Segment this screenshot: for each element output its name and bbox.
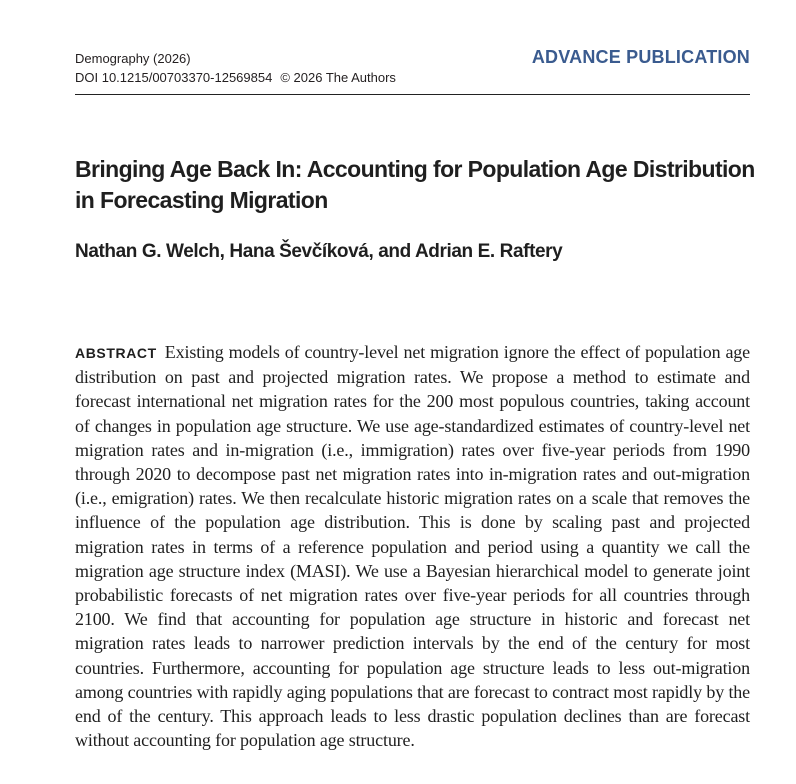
publication-status: ADVANCE PUBLICATION — [531, 47, 750, 67]
abstract-label: ABSTRACT — [75, 345, 157, 361]
copyright-notice: © 2026 The Authors — [280, 70, 396, 85]
article-title: Bringing Age Back In: Accounting for Population Age Distribution in Forecasting Migration — [75, 156, 755, 213]
journal-citation: Demography (2026) — [75, 51, 191, 66]
abstract-text: Existing models of country-level net migration ignore the effect of population age distribution on past and projected migration rates. We propose a method to estimate and forecast international net migration rates for the 200 most populous countries, taking account of changes in population age structure. We use age-standardized estimates of country-level net migration rates and in-migration (i.e., immigration) rates over five-year periods from 1990 through 2020 to decompose past net migration rates into in-migration rates and out-migration (i.e., emigration) rates. We then recalculate historic migration rates on a scale that removes the influence of the population age distribution. This is done by scaling past and projected migration rates in terms of a reference population and period using a quantity we call the migration age structure index (MASI). We use a Bayesian hierarchical model to generate joint probabilistic forecasts of net migration rates over five-year periods for all countries through 2100. We find that accounting for population age structure in historic and forecast net migration rates leads to narrower prediction intervals by the end of the century for most countries. Furthermore, accounting for population age structure leads to less out-migration among countries with rapidly aging populations that are forecast to contract most rapidly by the end of the century. This approach leads to less drastic population declines than are forecast without accounting for population age structure. — [75, 342, 750, 751]
abstract-paragraph — [75, 340, 750, 752]
author-list: Nathan G. Welch, Hana Ševčíková, and Adrian E. Raftery — [75, 241, 563, 262]
doi-link[interactable]: DOI 10.1215/00703370-12569854 — [75, 70, 273, 85]
journal-header — [75, 48, 750, 95]
doi-line — [75, 69, 396, 87]
